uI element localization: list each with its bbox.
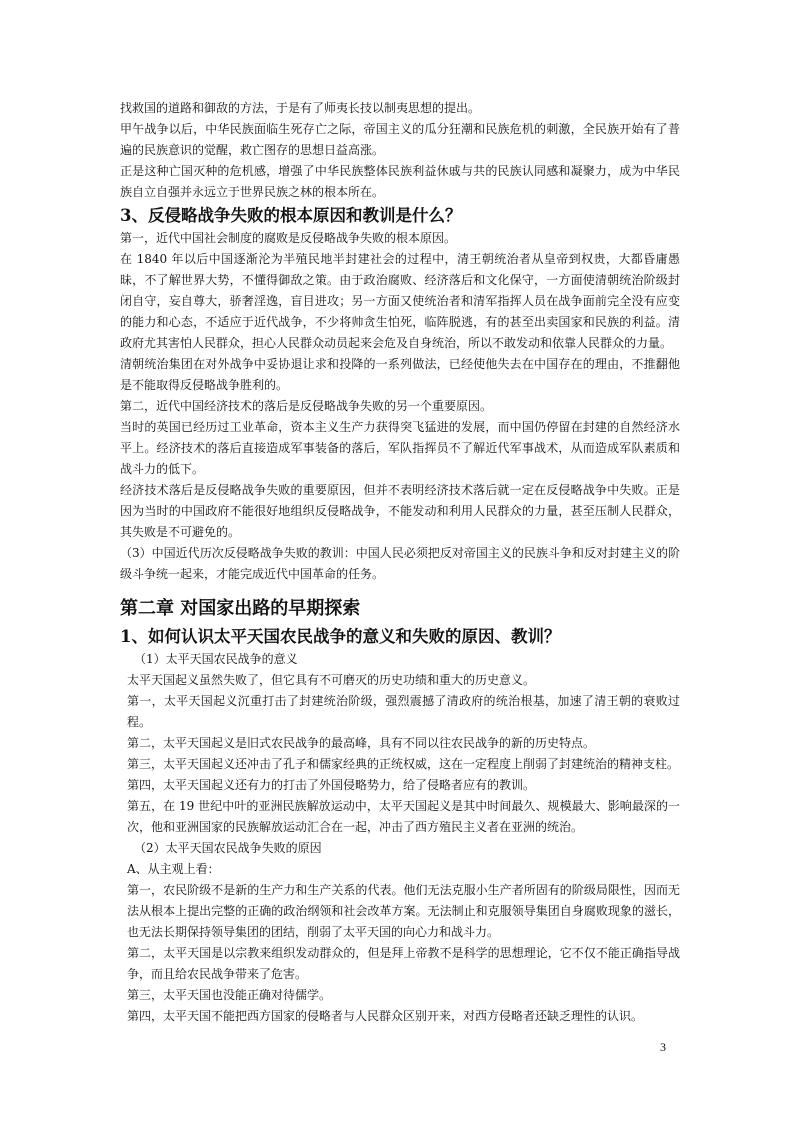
paragraph: 第五，在 19 世纪中叶的亚洲民族解放运动中，太平天国起义是其中时间最久、规模最大、影响最深的一次，他和亚洲国家的民族解放运动汇合在一起，冲击了西方殖民主义者在亚洲的统治。	[127, 799, 680, 834]
paragraph: 第二，太平天国是以宗教来组织发动群众的，但是拜上帝教不是科学的思想理论，它不仅不能正确指导战争，而且给农民战争带来了危害。	[127, 946, 680, 981]
paragraph: 正是这种亡国灭种的危机感，增强了中华民族整体民族利益休戚与共的民族认同感和凝聚力，成为中华民族自立自强并永远立于世界民族之林的根本所在。	[120, 164, 680, 199]
paragraph: （2）太平天国农民战争失败的原因	[134, 841, 322, 855]
paragraph: 第三，太平天国也没能正确对待儒学。	[127, 988, 332, 1002]
paragraph: 第一，太平天国起义沉重打击了封建统治阶级，强烈震撼了清政府的统治根基，加速了清王朝的衰败过程。	[127, 694, 680, 729]
paragraph: 第三，太平天国起义还冲击了孔子和儒家经典的正统权威，这在一定程度上削弱了封建统治的精神支柱。	[127, 757, 680, 771]
paragraph: 经济技术落后是反侵略战争失败的重要原因，但并不表明经济技术落后就一定在反侵略战争中失败。正是因为当时的中国政府不能很好地组织反侵略战争，不能发动和利用人民群众的力量，甚至压制人民群众，其失败是不可避免的。	[120, 483, 680, 539]
document-body	[120, 98, 680, 1027]
paragraph: 当时的英国已经历过工业革命，资本主义生产力获得突飞猛进的发展，而中国仍停留在封建的自然经济水平上。经济技术的落后直接造成军事装备的落后，军队指挥员不了解近代军事战术，从而造成军队素质和战斗力的低下。	[120, 420, 680, 476]
paragraph: A、从主观上看：	[127, 862, 220, 876]
paragraph: 第一，近代中国社会制度的腐败是反侵略战争失败的根本原因。	[120, 231, 457, 245]
paragraph: 第一，农民阶级不是新的生产力和生产关系的代表。他们无法克服小生产者所固有的阶级局限性，因而无法从根本上提出完整的正确的政治纲领和社会改革方案。无法制止和克服领导集团自身腐败现象的滋长，也无法长期保持领导集团的团结，削弱了太平天国的向心力和战斗力。	[127, 883, 680, 939]
paragraph: 在 1840 年以后中国逐渐沦为半殖民地半封建社会的过程中，清王朝统治者从皇帝到权贵，大都昏庸愚昧，不了解世界大势，不懂得御敌之策。由于政治腐败、经济落后和文化保守，一方面使清朝统治阶级封闭自守，妄自尊大，骄奢淫逸，盲目进攻；另一方面又使统治者和清军指挥人员在战争面前完全没有应变的能力和心态，不适应于近代战争，不少将帅贪生怕死，临阵脱逃，有的甚至出卖国家和民族的利益。清政府尤其害怕人民群众，担心人民群众动员起来会危及自身统治，所以不敢发动和依靠人民群众的力量。	[120, 252, 680, 350]
section-heading: 1、如何认识太平天国农民战争的意义和失败的原因、教训？	[120, 627, 561, 646]
paragraph: 找救国的道路和御敌的方法，于是有了师夷长技以制夷思想的提出。	[120, 101, 481, 115]
paragraph: 甲午战争以后，中华民族面临生死存亡之际，帝国主义的瓜分狂潮和民族危机的刺激，全民族开始有了普遍的民族意识的觉醒，救亡图存的思想日益高涨。	[120, 122, 680, 157]
paragraph: 太平天国起义虽然失败了，但它具有不可磨灭的历史功绩和重大的历史意义。	[127, 673, 536, 687]
section-heading: 3、反侵略战争失败的根本原因和教训是什么？	[120, 206, 462, 225]
chapter-heading: 第二章 对国家出路的早期探索	[120, 598, 361, 619]
paragraph: 清朝统治集团在对外战争中妥协退让求和投降的一系列做法，已经使他失去在中国存在的理由，不推翻他是不能取得反侵略战争胜利的。	[120, 357, 680, 392]
paragraph: 第四，太平天国起义还有力的打击了外国侵略势力，给了侵略者应有的教训。	[127, 778, 536, 792]
paragraph: （3）中国近代历次反侵略战争失败的教训：中国人民必须把反对帝国主义的民族斗争和反对封建主义的阶级斗争统一起来，才能完成近代中国革命的任务。	[120, 546, 680, 581]
page-number: 3	[660, 1040, 666, 1054]
paragraph: 第二，太平天国起义是旧式农民战争的最高峰，具有不同以往农民战争的新的历史特点。	[127, 736, 596, 750]
paragraph: （1）太平天国农民战争的意义	[134, 652, 298, 666]
paragraph: 第四，太平天国不能把西方国家的侵略者与人民群众区别开来，对西方侵略者还缺乏理性的认识。	[127, 1009, 644, 1023]
paragraph: 第二，近代中国经济技术的落后是反侵略战争失败的另一个重要原因。	[120, 399, 493, 413]
